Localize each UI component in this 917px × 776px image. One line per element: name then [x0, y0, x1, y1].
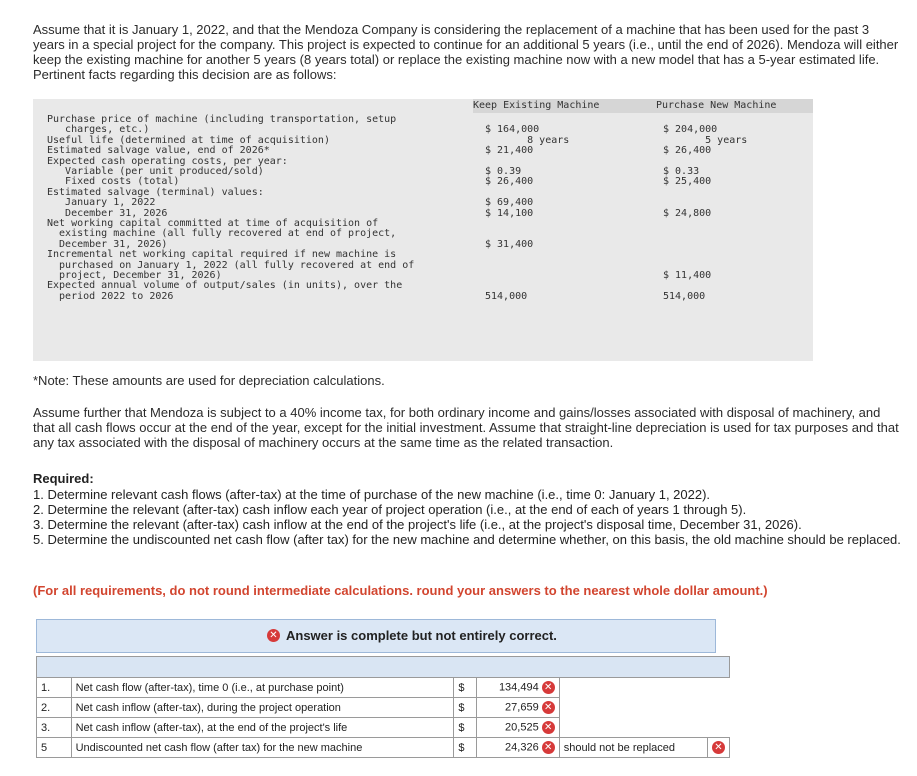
facts-row-keep-value: 514,000	[485, 290, 528, 302]
required-item: 3. Determine the relevant (after-tax) cash inflow at the end of the project's life (i.e., at the project's disposal time, December 31, 2026).	[33, 517, 802, 532]
problem-intro: Assume that it is January 1, 2022, and that the Mendoza Company is considering the replacement of a machine that has been used for the past 3 years in a special project for the company. This project is expected to continue for an additional 5 years (i.e., until the end of 2026). Mendoza will either keep the existing machine for another 5 years (8 years total) or replace the existing machine now with a new model that has a 5-year estimated life. Pertinent facts regarding this decision are as follows:	[33, 22, 899, 82]
facts-row-keep-value: $ 31,400	[485, 238, 534, 250]
required-item: 2. Determine the relevant (after-tax) cash inflow each year of project operation (i.e., at the end of each of years 1 through 5).	[33, 502, 747, 517]
facts-row-label: period 2022 to 2026	[47, 290, 174, 302]
table-row	[37, 678, 730, 698]
answer-input[interactable]	[477, 738, 560, 758]
incorrect-icon: ✕	[542, 721, 555, 734]
facts-row-label: Expected annual volume of output/sales (in units), over the	[47, 280, 403, 292]
facts-row-keep-value: $ 69,400	[485, 197, 534, 209]
facts-row-new-value: 5 years	[663, 134, 748, 146]
facts-row-keep-value: $ 164,000	[485, 124, 540, 136]
row-number: 3.	[37, 718, 72, 738]
answer-input[interactable]	[477, 678, 560, 698]
facts-row-label: Fixed costs (total)	[47, 176, 180, 188]
facts-row-keep-value: $ 14,100	[485, 207, 534, 219]
answer-input[interactable]	[477, 698, 560, 718]
answer-select-status	[708, 738, 730, 758]
incorrect-icon: ✕	[267, 629, 280, 642]
answer-text-cell	[559, 698, 707, 718]
facts-row-new-value: $ 11,400	[663, 270, 712, 281]
dollar-sign: $	[454, 678, 477, 698]
incorrect-icon: ✕	[542, 701, 555, 714]
facts-row-label: January 1, 2022	[47, 197, 156, 209]
answer-status-banner	[36, 619, 716, 653]
answer-input[interactable]	[477, 718, 560, 738]
table-row	[37, 738, 730, 758]
facts-row-new-value: $ 204,000	[663, 124, 718, 136]
facts-row-label: Estimated salvage (terminal) values:	[47, 186, 264, 198]
facts-row-label: December 31, 2026	[47, 207, 168, 219]
answer-value: 27,659	[505, 701, 539, 714]
facts-row-label: Useful life (determined at time of acquisition)	[47, 134, 330, 146]
required-item: 5. Determine the undiscounted net cash flow (after tax) for the new machine and determine whether, on this basis, the old machine should be replaced.	[33, 532, 901, 547]
facts-row-label: Expected cash operating costs, per year:	[47, 155, 288, 167]
answer-value: 20,525	[505, 721, 539, 734]
incorrect-icon: ✕	[542, 681, 555, 694]
answer-value: 24,326	[505, 741, 539, 754]
facts-row-new-value: $ 25,400	[663, 176, 712, 188]
col-header-new: Purchase New Machine	[656, 100, 777, 111]
assumptions-paragraph: Assume further that Mendoza is subject to a 40% income tax, for both ordinary income and gains/losses associated with disposal of machinery, and that all cash flows occur at the end of the year, except for the initial investment. Assume that straight-line depreciation is used for tax purposes and that any tax associated with the disposal of machinery occurs at the same time as the related transaction.	[33, 405, 899, 450]
facts-row-label: Net working capital committed at time of acquisition of	[47, 218, 379, 229]
table-row	[37, 718, 730, 738]
required-item: 1. Determine relevant cash flows (after-tax) at the time of purchase of the new machine (i.e., time 0: January 1, 2022).	[33, 487, 711, 502]
answer-status-text: Answer is complete but not entirely correct.	[286, 628, 557, 643]
facts-table	[33, 99, 813, 361]
facts-row-label: project, December 31, 2026)	[47, 270, 222, 281]
rounding-instruction: (For all requirements, do not round intermediate calculations. round your answers to the nearest whole dollar amount.)	[33, 583, 768, 598]
facts-row-keep-value: $ 0.39	[485, 166, 522, 177]
incorrect-icon: ✕	[542, 741, 555, 754]
facts-row-label: Incremental net working capital required if new machine is	[47, 249, 397, 261]
facts-row-label: purchased on January 1, 2022 (all fully recovered at end of	[47, 259, 415, 271]
required-title: Required:	[33, 471, 94, 486]
facts-row-new-value: 514,000	[663, 290, 706, 302]
facts-row-label: Purchase price of machine (including transportation, setup	[47, 114, 397, 125]
answer-value: 134,494	[498, 681, 539, 694]
dollar-sign: $	[454, 738, 477, 758]
row-description: Net cash inflow (after-tax), at the end of the project's life	[71, 718, 454, 738]
answer-table-header	[37, 657, 730, 678]
facts-row-new-value: $ 24,800	[663, 207, 712, 219]
footnote: *Note: These amounts are used for depreciation calculations.	[33, 373, 385, 388]
incorrect-icon: ✕	[712, 741, 725, 754]
facts-row-keep-value: $ 26,400	[485, 176, 534, 188]
row-description: Net cash flow (after-tax), time 0 (i.e., at purchase point)	[71, 678, 454, 698]
answer-text-cell	[559, 718, 707, 738]
facts-row-label: Estimated salvage value, end of 2026*	[47, 145, 270, 157]
table-row	[37, 698, 730, 718]
facts-row-label: December 31, 2026)	[47, 238, 168, 250]
row-number: 2.	[37, 698, 72, 718]
row-number: 5	[37, 738, 72, 758]
row-number: 1.	[37, 678, 72, 698]
facts-row-keep-value: $ 21,400	[485, 145, 534, 157]
dollar-sign: $	[454, 698, 477, 718]
row-description: Undiscounted net cash flow (after tax) for the new machine	[71, 738, 454, 758]
dollar-sign: $	[454, 718, 477, 738]
facts-row-new-value: $ 26,400	[663, 145, 712, 157]
facts-row-label: existing machine (all fully recovered at end of project,	[47, 228, 397, 240]
answer-select[interactable]: should not be replaced	[559, 738, 707, 758]
col-header-keep: Keep Existing Machine	[473, 100, 600, 111]
facts-row-label: charges, etc.)	[47, 124, 150, 136]
answer-table	[36, 656, 730, 758]
facts-row-keep-value: 8 years	[485, 134, 570, 146]
row-description: Net cash inflow (after-tax), during the project operation	[71, 698, 454, 718]
facts-row-new-value: $ 0.33	[663, 166, 700, 177]
answer-text-cell	[559, 678, 707, 698]
facts-row-label: Variable (per unit produced/sold)	[47, 166, 264, 177]
required-list	[33, 487, 903, 547]
